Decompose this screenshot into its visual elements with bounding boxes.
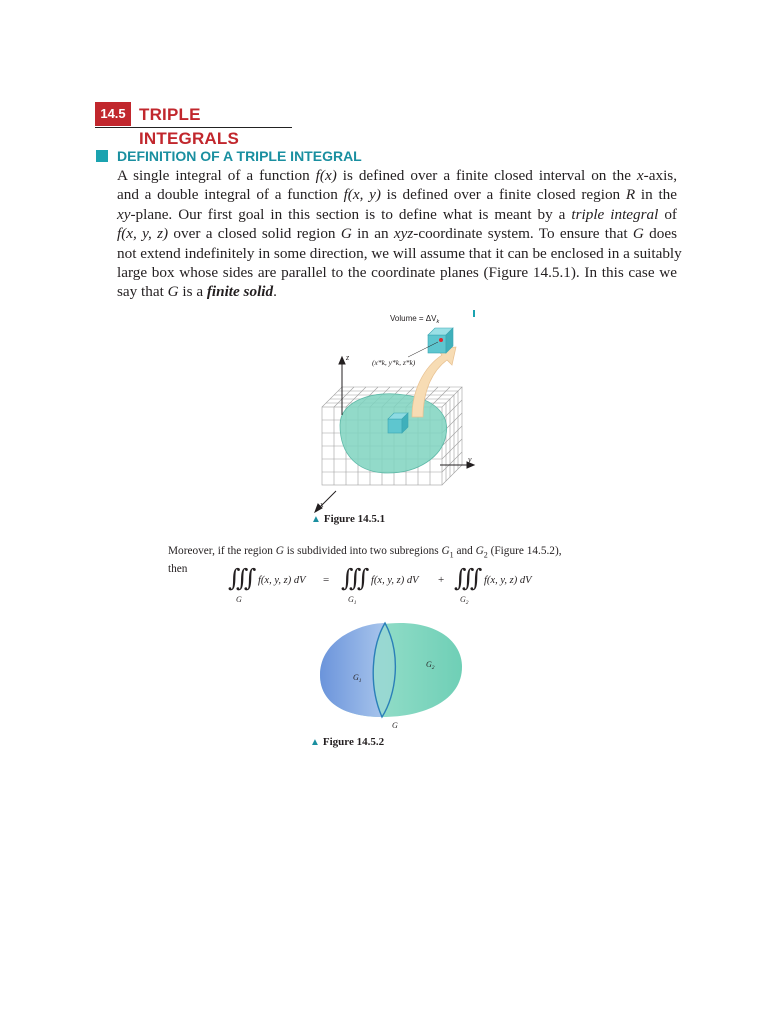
text: not extend indefinitely in some direction, we will assume that it can be enclosed in a suitably <box>117 244 682 262</box>
volume-label: Volume = $\Delta V_k$ <box>390 314 440 325</box>
limit-G1: $G_1$ <box>348 595 357 606</box>
paragraph-line <box>117 263 677 282</box>
figure-caption-2 <box>310 736 384 748</box>
section-title: TRIPLE INTEGRALS <box>139 105 240 148</box>
marker-tick <box>473 310 475 317</box>
paragraph-line <box>117 282 677 301</box>
math-xyz: xyz <box>393 225 414 243</box>
paragraph-line <box>117 224 677 243</box>
caption-triangle-icon: ▲ <box>310 737 320 748</box>
text: -axis, <box>643 167 677 184</box>
math-R: R <box>625 186 636 204</box>
text: -coordinate system. To ensure that <box>413 225 633 243</box>
text: Moreover, if the region <box>168 545 276 557</box>
math-fx: f(x) <box>315 167 337 184</box>
text: . <box>273 283 277 301</box>
text: over a closed solid region <box>168 225 341 243</box>
triple-integral-sign: ∭ <box>228 566 257 592</box>
label-G2: $G_2$ <box>426 660 435 671</box>
text: of <box>658 205 677 223</box>
limit-G: G <box>236 595 242 604</box>
text: large box whose sides are parallel to the coordinate planes (Figure 14.5.1). In this case we <box>117 263 677 281</box>
triple-integral-sign: ∭ <box>454 566 483 592</box>
section-number-badge: 14.5 <box>95 102 131 126</box>
math-fxyz: f(x, y, z) <box>117 225 169 243</box>
text: and a double integral of a function <box>117 186 344 204</box>
math-G: G <box>275 545 284 557</box>
caption-text: Figure 14.5.1 <box>323 513 386 525</box>
text: is defined over a finite closed interval on the <box>336 167 637 184</box>
text-then: then <box>168 563 188 576</box>
math-fxy: f(x, y) <box>343 186 381 204</box>
figure-14-5-1 <box>300 305 500 535</box>
text: -plane. Our first goal in this section is to define what is meant by a <box>130 205 572 223</box>
math-G: G <box>632 225 644 243</box>
integrand: f(x, y, z) dV <box>484 575 532 586</box>
text: (Figure 14.5.2), <box>487 545 562 557</box>
text: in an <box>351 225 394 243</box>
math-x: x <box>636 167 644 184</box>
text: and <box>453 545 476 557</box>
text: is defined over a finite closed region <box>380 186 626 204</box>
text: is a <box>178 283 207 301</box>
sample-point <box>439 338 443 342</box>
definition-paragraph <box>117 166 682 302</box>
subscript: 2 <box>483 550 488 560</box>
math-xy: xy <box>117 205 131 223</box>
text: in the <box>635 186 677 204</box>
triple-integral-sign: ∭ <box>341 566 370 592</box>
text: does <box>643 225 678 243</box>
solid-in-box-diagram <box>300 305 500 535</box>
caption-text: Figure 14.5.2 <box>322 736 385 748</box>
y-axis-label: y <box>468 455 472 464</box>
z-axis-label: z <box>346 353 350 362</box>
figure-caption-1 <box>311 513 385 525</box>
math-G: G <box>340 225 352 243</box>
z-axis-arrowhead <box>339 357 345 364</box>
paragraph-line <box>117 205 677 224</box>
text: say that <box>117 283 168 301</box>
label-G1: $G_1$ <box>353 673 362 684</box>
math-G1: G <box>441 545 450 557</box>
paragraph-line <box>117 166 677 185</box>
caption-triangle-icon: ▲ <box>311 514 321 525</box>
small-cube-inside <box>388 413 408 433</box>
math-G2: G <box>475 545 484 557</box>
figure-14-5-2 <box>310 615 480 760</box>
point-label: (x*k, y*k, z*k) <box>372 358 416 367</box>
solid-region-G <box>340 394 447 473</box>
section-header <box>95 101 292 148</box>
integrand: f(x, y, z) dV <box>371 575 419 586</box>
limit-G2: $G_2$ <box>460 595 469 606</box>
subsection-title: DEFINITION OF A TRIPLE INTEGRAL <box>117 148 362 164</box>
subregion-diagram <box>310 615 480 735</box>
text: is subdivided into two subregions <box>283 545 442 557</box>
paragraph-line <box>117 185 677 204</box>
paragraph-line <box>117 244 682 263</box>
plus-sign: + <box>438 574 445 586</box>
term-triple-integral: triple integral <box>571 205 659 223</box>
equals-sign: = <box>323 574 330 586</box>
label-G: G <box>392 721 398 730</box>
x-axis-label: x <box>320 500 324 509</box>
math-G: G <box>167 283 179 301</box>
text: A single integral of a function <box>117 167 316 184</box>
integrand: f(x, y, z) dV <box>258 575 306 586</box>
term-finite-solid: finite solid <box>206 283 274 301</box>
formula-svg <box>228 562 588 606</box>
subsection-bullet-icon <box>96 150 108 162</box>
triple-integral-formula <box>228 562 588 606</box>
subscript: 1 <box>449 550 454 560</box>
